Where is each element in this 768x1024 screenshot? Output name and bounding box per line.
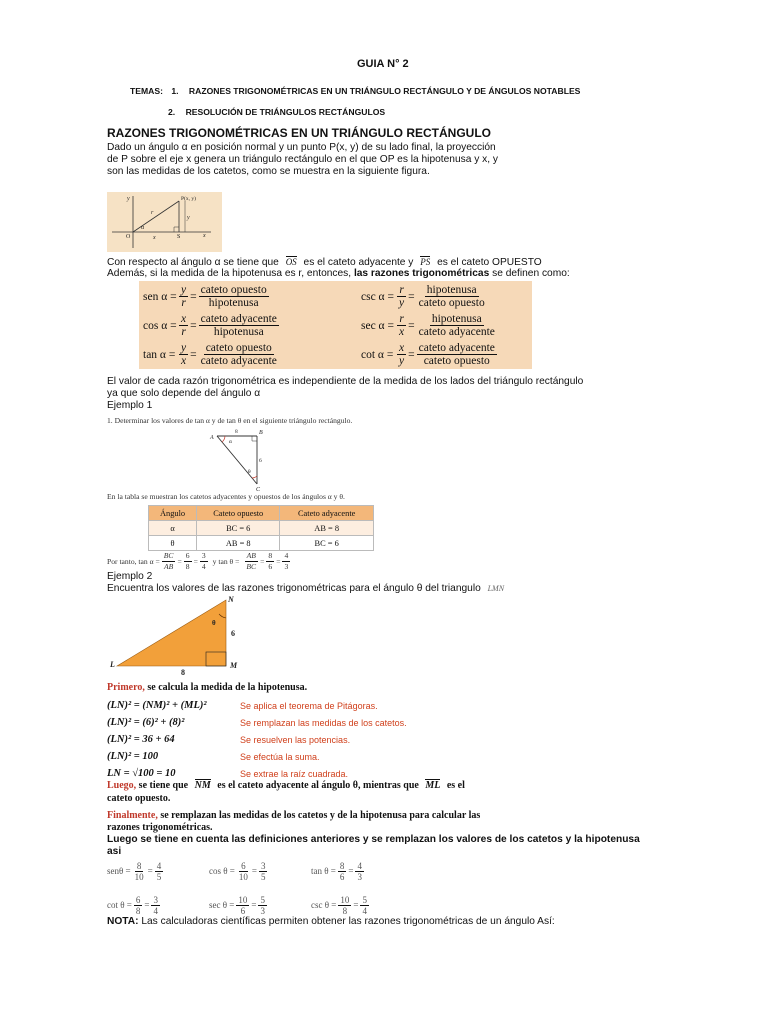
word-fraction	[417, 342, 497, 367]
definitions-box	[139, 281, 532, 369]
ratio-fraction	[258, 895, 267, 916]
hypotenuse-line	[107, 268, 570, 280]
point-p-label: P(x, y)	[181, 196, 196, 202]
ratio-tan: tan θ = $\frac{8}{6}$ = $\frac{4}{3}$	[311, 860, 362, 882]
triangle-lmn	[117, 600, 226, 666]
result-fraction	[266, 551, 274, 572]
frac-num: 8	[268, 551, 273, 560]
frac-num: 3	[260, 860, 266, 871]
result-fraction	[244, 551, 258, 572]
var-den: y	[399, 297, 405, 309]
var-den: x	[399, 326, 405, 338]
step-row	[107, 697, 407, 714]
final-line	[107, 810, 480, 822]
vertex-b-label: B	[259, 430, 263, 436]
side-bc-length: 6	[259, 458, 262, 464]
example-2-triangle	[107, 592, 257, 677]
frac-den: 4	[362, 905, 367, 916]
step-note: Se extrae la raíz cuadrada.	[240, 768, 349, 779]
vertex-l-label: L	[110, 660, 115, 669]
word-den: cateto adyacente	[200, 355, 277, 367]
frac-num: 3	[201, 551, 206, 560]
result-mid: y tan θ =	[212, 557, 240, 566]
word-num: hipotenusa	[426, 284, 477, 296]
table-row	[149, 521, 374, 536]
table-cell: α	[149, 521, 197, 536]
then-text-c: es el	[446, 780, 465, 791]
hypotenuse-r-label: r	[151, 210, 154, 216]
example-2-prompt-text: Encuentra los valores de las razones trigonométricas para el ángulo θ del triangulo	[107, 583, 481, 594]
example-1-label: Ejemplo 1	[107, 400, 153, 411]
word-fraction	[199, 342, 279, 367]
section-heading: RAZONES TRIGONOMÉTRICAS EN UN TRIÁNGULO RECTÁNGULO	[107, 126, 491, 140]
step-equation: LN = √100 = 10	[107, 768, 176, 779]
frac-den: 6	[240, 905, 246, 916]
frac-num: 10	[340, 894, 350, 905]
frac-den: BC	[246, 562, 257, 571]
table-cell: BC = 6	[197, 521, 280, 536]
fn-label: sen α =	[143, 290, 177, 303]
intro-line-1: Dado un ángulo α en posición normal y un punto P(x, y) de su lado final, la proyección	[107, 142, 496, 153]
frac-den: 10	[238, 871, 248, 882]
ratio-results	[107, 857, 407, 919]
leg-x-label: x	[153, 235, 156, 241]
topics-label: TEMAS:	[130, 86, 163, 96]
word-den: hipotenusa	[213, 326, 264, 338]
after-line-2: asi	[107, 846, 122, 857]
coordinate-figure	[107, 192, 222, 252]
frac-den: 3	[284, 562, 289, 571]
ratio-fraction	[259, 861, 268, 882]
table-row	[149, 536, 374, 551]
var-fraction	[397, 284, 406, 309]
ratio-fn: senθ =	[107, 866, 131, 876]
ratio-fraction	[134, 895, 143, 916]
ratio-fn: cos θ =	[209, 866, 235, 876]
var-fraction	[179, 342, 188, 367]
leg-y-label: y	[187, 215, 190, 221]
step-equation: (LN)² = 100	[107, 751, 159, 762]
frac-num: 4	[357, 860, 362, 871]
final-text: se remplazan las medidas de los catetos y de la hipotenusa para calcular las	[160, 810, 481, 821]
alpha-label: α	[229, 439, 232, 445]
ratio-fraction	[133, 861, 146, 882]
pythagoras-steps	[107, 697, 407, 782]
alpha-arc	[222, 436, 225, 442]
definition-cot: cot α = $\frac{x}{y}$ = $\frac{\text{cateto adyacente}}{\text{cateto opuesto}}$	[361, 342, 495, 367]
side-lm-length: 8	[181, 668, 185, 677]
segment-ps: PS	[420, 257, 431, 267]
ratio-fraction	[151, 895, 160, 916]
var-den: r	[181, 297, 186, 309]
word-den: hipotenusa	[208, 297, 259, 309]
ratio-fn: cot θ =	[107, 900, 132, 910]
word-fraction	[417, 313, 497, 338]
note-line	[107, 916, 555, 928]
ratio-fraction	[360, 895, 369, 916]
first-rest: se calcula la medida de la hipotenusa.	[147, 682, 308, 693]
note-label: NOTA:	[107, 916, 139, 927]
frac-num: AB	[246, 551, 256, 560]
result-fraction	[184, 551, 192, 572]
frac-den: 10	[134, 871, 144, 882]
segment-nm: NM	[194, 780, 211, 791]
step-note: Se remplazan las medidas de los catetos.	[240, 717, 407, 728]
step-note: Se resuelven las potencias.	[240, 734, 351, 745]
ratio-sec: sec θ = $\frac{10}{6}$ = $\frac{5}{3}$	[209, 894, 265, 916]
side-ac	[217, 436, 257, 484]
intro-line-3: son las medidas de los catetos, como se muestra en la siguiente figura.	[107, 166, 430, 177]
frac-den: 4	[201, 562, 206, 571]
ratio-fraction	[237, 861, 250, 882]
frac-den: 6	[268, 562, 273, 571]
var-fraction	[397, 313, 406, 338]
frac-den: 4	[153, 905, 158, 916]
result-fraction	[162, 551, 176, 572]
note-text: Las calculadoras científicas permiten obtener las razones trigonométricas de un ángulo Así:	[141, 916, 555, 927]
final-word: Finalmente,	[107, 810, 158, 821]
ratio-fraction	[338, 895, 351, 916]
definitions-left-column	[143, 282, 281, 369]
var-fraction	[397, 342, 406, 367]
ratio-fraction	[338, 861, 347, 882]
then-text-a: se tiene que	[138, 780, 189, 791]
fn-label: cos α =	[143, 319, 177, 332]
result-fraction	[200, 551, 208, 572]
definitions-right-column	[361, 282, 499, 369]
var-den: r	[181, 326, 186, 338]
then-line	[107, 780, 465, 792]
step-equation: (LN)² = 36 + 64	[107, 734, 175, 745]
frac-den: 3	[260, 905, 265, 916]
vertex-m-label: M	[230, 661, 238, 670]
first-word: Primero,	[107, 682, 145, 693]
frac-num: 5	[260, 894, 265, 905]
var-fraction	[179, 313, 188, 338]
word-fraction	[199, 313, 279, 338]
word-den: cateto adyacente	[418, 326, 495, 338]
ratio-fn: tan θ =	[311, 866, 336, 876]
frac-num: 6	[135, 894, 141, 905]
example-1-triangle	[205, 426, 275, 492]
word-num: cateto adyacente	[200, 313, 277, 325]
fn-label: sec α =	[361, 319, 394, 332]
result-fraction	[282, 551, 290, 572]
frac-den: 8	[342, 905, 348, 916]
frac-den: 8	[185, 562, 190, 571]
topics-line-1	[130, 85, 580, 97]
side-ab-length: 8	[235, 429, 238, 435]
respect-text-b: es el cateto adyacente y	[303, 257, 414, 268]
frac-den: 3	[357, 871, 362, 882]
var-num: y	[181, 284, 187, 296]
point-s-label: S	[177, 234, 181, 240]
ratio-fraction	[236, 895, 249, 916]
frac-num: 4	[156, 860, 162, 871]
table-caption: En la tabla se muestran los catetos adyacentes y opuestos de los ángulos α y θ.	[107, 492, 345, 501]
independence-line-2: ya que solo depende del ángulo α	[107, 388, 261, 399]
topic-1-number: 1.	[171, 86, 179, 96]
step-note: Se aplica el teorema de Pitágoras.	[240, 700, 378, 711]
frac-num: 3	[153, 894, 158, 905]
vertex-n-label: N	[228, 595, 234, 604]
figure-background	[107, 192, 222, 252]
example-2-label: Ejemplo 2	[107, 571, 153, 582]
right-angle-mark	[252, 436, 257, 441]
page-title: GUIA N° 2	[357, 58, 409, 70]
var-num: x	[181, 313, 187, 325]
table-cell: θ	[149, 536, 197, 551]
side-nm-length: 6	[231, 629, 235, 638]
definition-sen: sen α = $\frac{y}{r}$ = $\frac{\text{cateto opuesto}}{\text{hipotenusa}}$	[143, 284, 267, 309]
fn-label: tan α =	[143, 348, 176, 361]
word-fraction	[417, 284, 487, 309]
definition-cos: cos α = $\frac{x}{r}$ = $\frac{\text{cateto adyacente}}{\text{hipotenusa}}$	[143, 313, 277, 338]
frac-den: 5	[260, 871, 266, 882]
origin-label: O	[126, 234, 131, 240]
frac-num: 8	[339, 860, 345, 871]
topics-line-2	[168, 106, 385, 118]
header-adjacent: Cateto adyacente	[280, 506, 374, 521]
vertex-a-label: A	[210, 435, 214, 441]
header-angle: Ángulo	[149, 506, 197, 521]
triangle-name: LMN	[487, 584, 505, 593]
hyp-text-c: se definen como:	[492, 268, 570, 279]
var-den: y	[399, 355, 405, 367]
word-den: cateto opuesto	[423, 355, 490, 367]
word-num: cateto opuesto	[200, 284, 267, 296]
respect-text-a: Con respecto al ángulo α se tiene que	[107, 257, 279, 268]
first-step-line	[107, 682, 307, 694]
definition-csc: csc α = $\frac{r}{y}$ = $\frac{\text{hipotenusa}}{\text{cateto opuesto}}$	[361, 284, 485, 309]
frac-num: 6	[185, 551, 190, 560]
ratio-fraction	[155, 861, 164, 882]
theta-arc	[252, 476, 257, 478]
hyp-text-b: las razones trigonométricas	[353, 268, 490, 279]
word-num: cateto adyacente	[418, 342, 495, 354]
frac-num: 4	[284, 551, 289, 560]
header-opposite: Cateto opuesto	[197, 506, 280, 521]
step-row	[107, 714, 407, 731]
then-word: Luego,	[107, 780, 137, 791]
then-line-2: cateto opuesto.	[107, 793, 171, 804]
topic-2-text: RESOLUCIÓN DE TRIÁNGULOS RECTÁNGULOS	[185, 107, 386, 117]
step-row	[107, 731, 407, 748]
word-fraction	[199, 284, 269, 309]
topic-2-number: 2.	[168, 107, 176, 117]
alpha-label: α	[141, 225, 145, 231]
frac-num: 10	[238, 894, 248, 905]
definition-sec: sec α = $\frac{r}{x}$ = $\frac{\text{hipotenusa}}{\text{cateto adyacente}}$	[361, 313, 495, 338]
result-lead: Por tanto, tan α =	[107, 557, 160, 566]
ratio-fn: sec θ =	[209, 900, 235, 910]
ratio-sen: senθ = $\frac{8}{10}$ = $\frac{4}{5}$	[107, 860, 162, 882]
word-num: cateto opuesto	[205, 342, 272, 354]
ratio-row-2	[107, 891, 407, 919]
table-header-row	[149, 506, 374, 521]
independence-line-1: El valor de cada razón trigonométrica es independiente de la medida de los lados del triángulo rectángulo	[107, 376, 584, 387]
frac-den: 8	[135, 905, 141, 916]
y-axis-label: y	[127, 196, 130, 202]
step-equation: (LN)² = (6)² + (8)²	[107, 717, 185, 728]
vertex-c-label: C	[256, 487, 261, 492]
var-num: y	[181, 342, 187, 354]
word-den: cateto opuesto	[418, 297, 485, 309]
fn-label: csc α =	[361, 290, 394, 303]
ratio-fraction	[355, 861, 364, 882]
frac-num: 5	[362, 894, 367, 905]
ratio-cot: cot θ = $\frac{6}{8}$ = $\frac{3}{4}$	[107, 894, 158, 916]
frac-den: 5	[156, 871, 162, 882]
var-num: x	[399, 342, 405, 354]
word-num: hipotenusa	[431, 313, 482, 325]
after-line-1: Luego se tiene en cuenta las definiciones anteriores y se remplazan los valores de los catetos y la hipotenusa	[107, 834, 640, 845]
x-axis-label: x	[203, 233, 206, 239]
ratio-csc: csc θ = $\frac{10}{8}$ = $\frac{5}{4}$	[311, 894, 367, 916]
var-num: r	[399, 313, 404, 325]
frac-num: BC	[163, 551, 174, 560]
frac-den: AB	[163, 562, 174, 571]
then-text-b: es el cateto adyacente al ángulo θ, mientras que	[217, 780, 419, 791]
example-1-prompt: 1. Determinar los valores de tan α y de tan θ en el siguiente triángulo rectángulo.	[107, 416, 353, 425]
table-cell: AB = 8	[280, 521, 374, 536]
frac-num: 8	[136, 860, 142, 871]
angle-table	[148, 505, 374, 551]
var-num: r	[399, 284, 404, 296]
step-row	[107, 748, 407, 765]
table-cell: BC = 6	[280, 536, 374, 551]
frac-num: 6	[241, 860, 246, 871]
fn-label: cot α =	[361, 348, 394, 361]
step-equation: (LN)² = (NM)² + (ML)²	[107, 700, 207, 711]
definition-tan: tan α = $\frac{y}{x}$ = $\frac{\text{cateto opuesto}}{\text{cateto adyacente}}$	[143, 342, 277, 367]
ratio-fn: csc θ =	[311, 900, 337, 910]
frac-den: 6	[339, 871, 345, 882]
respect-text-c: es el cateto OPUESTO	[437, 257, 542, 268]
var-den: x	[181, 355, 187, 367]
topic-1-text: RAZONES TRIGONOMÉTRICAS EN UN TRIÁNGULO RECTÁNGULO Y DE ÁNGULOS NOTABLES	[188, 86, 581, 96]
var-fraction	[179, 284, 188, 309]
theta-label: θ	[212, 619, 216, 627]
segment-os: OS	[285, 257, 297, 267]
intro-line-2: de P sobre el eje x genera un triángulo rectángulo en el que OP es la hipotenusa y x, y	[107, 154, 498, 165]
example-1-result: Por tanto, tan α = $\frac{BC}{AB}$ = $\frac{6}{8}$ = $\frac{3}{4}$ y tan θ = $\frac{AB}{BC}$ = $\frac{8}{6}$ = $\frac{4}{3}$	[107, 551, 289, 571]
final-line-2: razones trigonométricas.	[107, 822, 213, 833]
ratio-cos: cos θ = $\frac{6}{10}$ = $\frac{3}{5}$	[209, 860, 266, 882]
segment-ml: ML	[425, 780, 441, 791]
theta-label: θ	[248, 469, 251, 475]
step-note: Se efectúa la suma.	[240, 751, 320, 762]
hyp-text-a: Además, si la medida de la hipotenusa es r, entonces,	[107, 268, 352, 279]
table-cell: AB = 8	[197, 536, 280, 551]
ratio-row-1	[107, 857, 407, 885]
